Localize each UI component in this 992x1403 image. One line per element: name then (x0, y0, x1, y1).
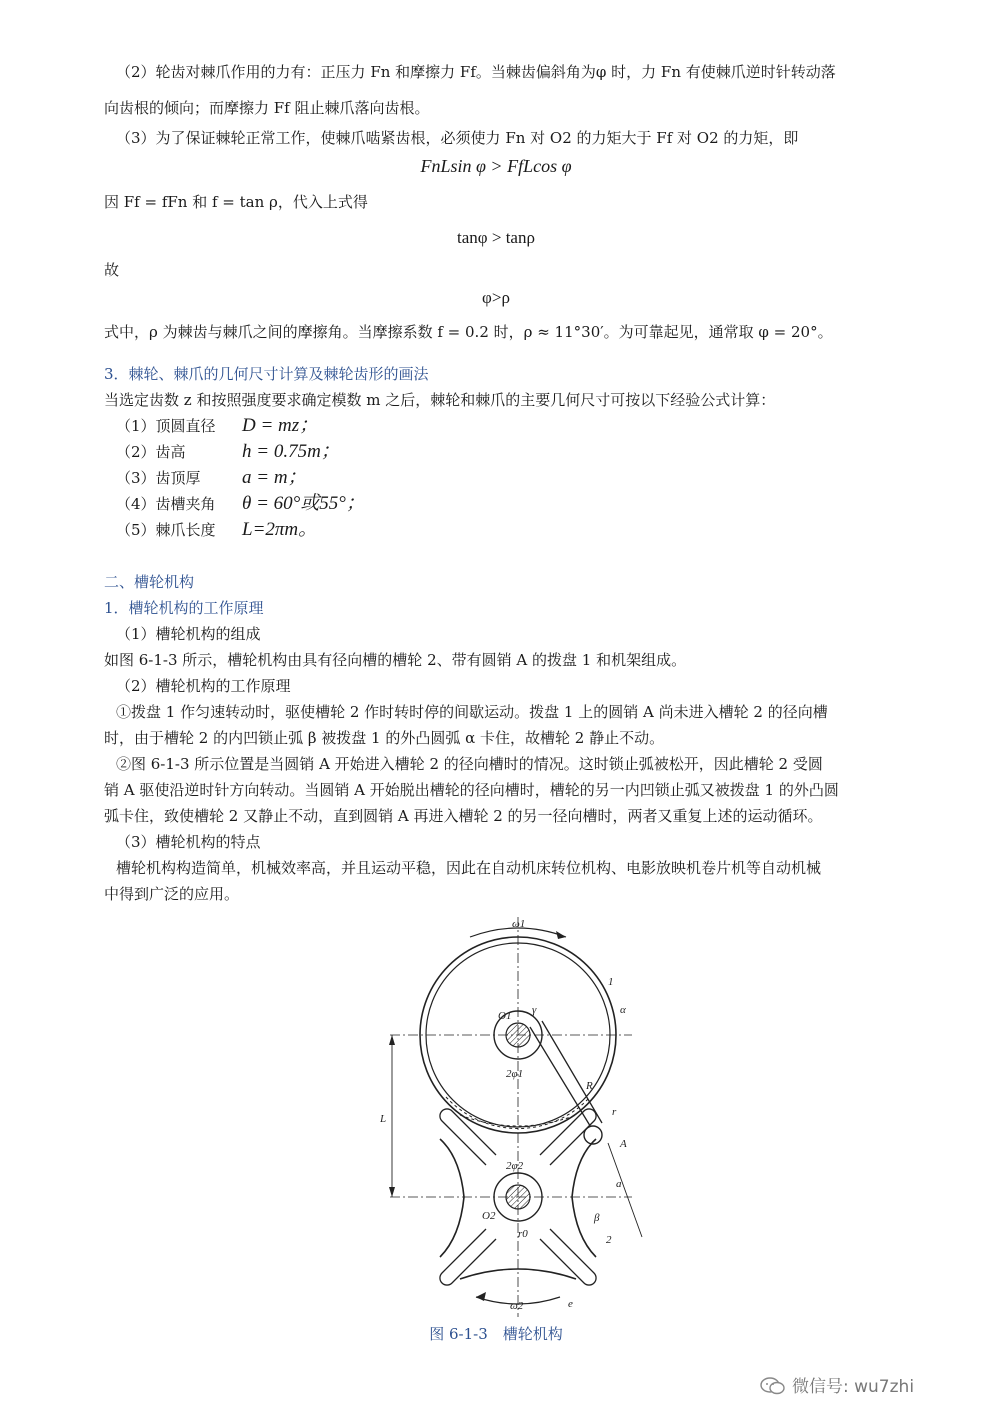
paragraph-principle-a-line1: ①拨盘 1 作匀速转动时，驱使槽轮 2 作时转时停的间歇运动。拨盘 1 上的圆销 A 尚未进入槽轮 2 的径向槽 (116, 703, 828, 721)
label-L: L (380, 1113, 387, 1125)
label-r: r (612, 1106, 617, 1118)
dimension-formula: D = mz； (242, 415, 319, 436)
paragraph-features-line2: 中得到广泛的应用。 (104, 885, 240, 903)
label-2phi1: 2φ1 (506, 1068, 524, 1080)
dimension-item (116, 414, 318, 438)
label-O1: O1 (498, 1010, 512, 1022)
paragraph-friction-angle: 式中，ρ 为棘齿与棘爪之间的摩擦角。当摩擦系数 f = 0.2 时，ρ ≈ 11°30′。为可靠起见，通常取 φ = 20°。 (104, 323, 833, 341)
paragraph-principle-b-line1: ②图 6-1-3 所示位置是当圆销 A 开始进入槽轮 2 的径向槽时的情况。这时锁止弧被松开，因此槽轮 2 受圆 (116, 755, 823, 773)
formula-tan-inequality: tanφ > tanρ (457, 228, 535, 247)
dimension-item (116, 492, 365, 516)
label-2: 2 (606, 1234, 612, 1246)
section-heading-geneva: 二、槽轮机构 (104, 573, 195, 591)
formula-angle-inequality: φ>ρ (482, 288, 510, 307)
paragraph-condition-line1: （3）为了保证棘轮正常工作，使棘爪啮紧齿根，必须使力 Fn 对 O2 的力矩大于 Ff 对 O2 的力矩，即 (116, 129, 799, 147)
label-beta: β (594, 1212, 600, 1224)
item-heading-working-principle: （2）槽轮机构的工作原理 (116, 677, 291, 695)
paragraph-principle-b-line3: 弧卡住，致使槽轮 2 又静止不动，直到圆销 A 再进入槽轮 2 的另一径向槽时，两者又重复上述的运动循环。 (104, 807, 823, 825)
section-heading-ratchet-dimensions: 3．棘轮、棘爪的几何尺寸计算及棘轮齿形的画法 (104, 365, 429, 383)
dimension-item (116, 518, 317, 542)
dimension-formula: θ = 60°或55°； (242, 493, 365, 514)
label-r0: r0 (518, 1228, 528, 1240)
label-A: A (620, 1138, 627, 1150)
label-2phi2: 2φ2 (506, 1160, 524, 1172)
paragraph-principle-b-line2: 销 A 驱使沿逆时针方向转动。当圆销 A 开始脱出槽轮的径向槽时，槽轮的另一内凹锁止弧又被拨盘 1 的外凸圆 (104, 781, 839, 799)
item-heading-features: （3）槽轮机构的特点 (116, 833, 261, 851)
paragraph-therefore: 故 (104, 261, 120, 279)
wechat-watermark (760, 1372, 914, 1397)
dimension-label: （4）齿槽夹角 (116, 495, 216, 513)
paragraph-dimension-intro: 当选定齿数 z 和按照强度要求确定模数 m 之后，棘轮和棘爪的主要几何尺寸可按以下经验公式计算： (104, 391, 776, 409)
label-e: e (568, 1298, 573, 1310)
label-R: R (586, 1080, 593, 1092)
dimension-label: （3）齿顶厚 (116, 469, 201, 487)
paragraph-force-analysis-line2: 向齿根的倾向；而摩擦力 Ff 阻止棘爪落向齿根。 (104, 99, 430, 117)
label-1: 1 (608, 976, 614, 988)
dimension-formula: h = 0.75m； (242, 441, 340, 462)
dimension-label: （5）棘爪长度 (116, 521, 216, 539)
wechat-icon (760, 1377, 786, 1395)
paragraph-force-analysis-line1: （2）轮齿对棘爪作用的力有：正压力 Fn 和摩擦力 Ff。当棘齿偏斜角为φ 时，力 Fn 有使棘爪逆时针转动落 (116, 63, 836, 81)
label-alpha: α (620, 1004, 626, 1016)
formula-moment-inequality: FnLsin φ > FfLcos φ (420, 156, 572, 176)
paragraph-features-line1: 槽轮机构构造简单，机械效率高，并且运动平稳，因此在自动机床转位机构、电影放映机卷片机等自动机械 (116, 859, 822, 877)
dimension-item (116, 466, 307, 490)
figure-caption: 图 6-1-3 槽轮机构 (429, 1325, 563, 1343)
label-a: a (616, 1178, 622, 1190)
paragraph-composition: 如图 6-1-3 所示，槽轮机构由具有径向槽的槽轮 2、带有圆销 A 的拨盘 1 和机架组成。 (104, 651, 687, 669)
subsection-heading-principle: 1．槽轮机构的工作原理 (104, 599, 264, 617)
dimension-item (116, 440, 340, 464)
geneva-shaft-section (506, 1185, 530, 1209)
label-O2: O2 (482, 1210, 496, 1222)
paragraph-principle-a-line2: 时，由于槽轮 2 的内凹锁止弧 β 被拨盘 1 的外凸圆弧 α 卡住，故槽轮 2 静止不动。 (104, 729, 665, 747)
label-omega1: ω1 (512, 918, 526, 930)
item-heading-composition: （1）槽轮机构的组成 (116, 625, 261, 643)
paragraph-substitution: 因 Ff = fFn 和 f = tan ρ，代入上式得 (104, 193, 368, 211)
dimension-formula: a = m； (242, 467, 307, 488)
dimension-label: （1）顶圆直径 (116, 417, 216, 435)
wechat-id-text: 微信号: wu7zhi (792, 1377, 915, 1397)
label-omega2: ω2 (510, 1300, 524, 1312)
geneva-mechanism-figure (380, 907, 652, 1319)
dimension-formula: L=2πm。 (242, 519, 318, 540)
label-gamma: γ (532, 1004, 537, 1016)
dimension-label: （2）齿高 (116, 443, 186, 461)
